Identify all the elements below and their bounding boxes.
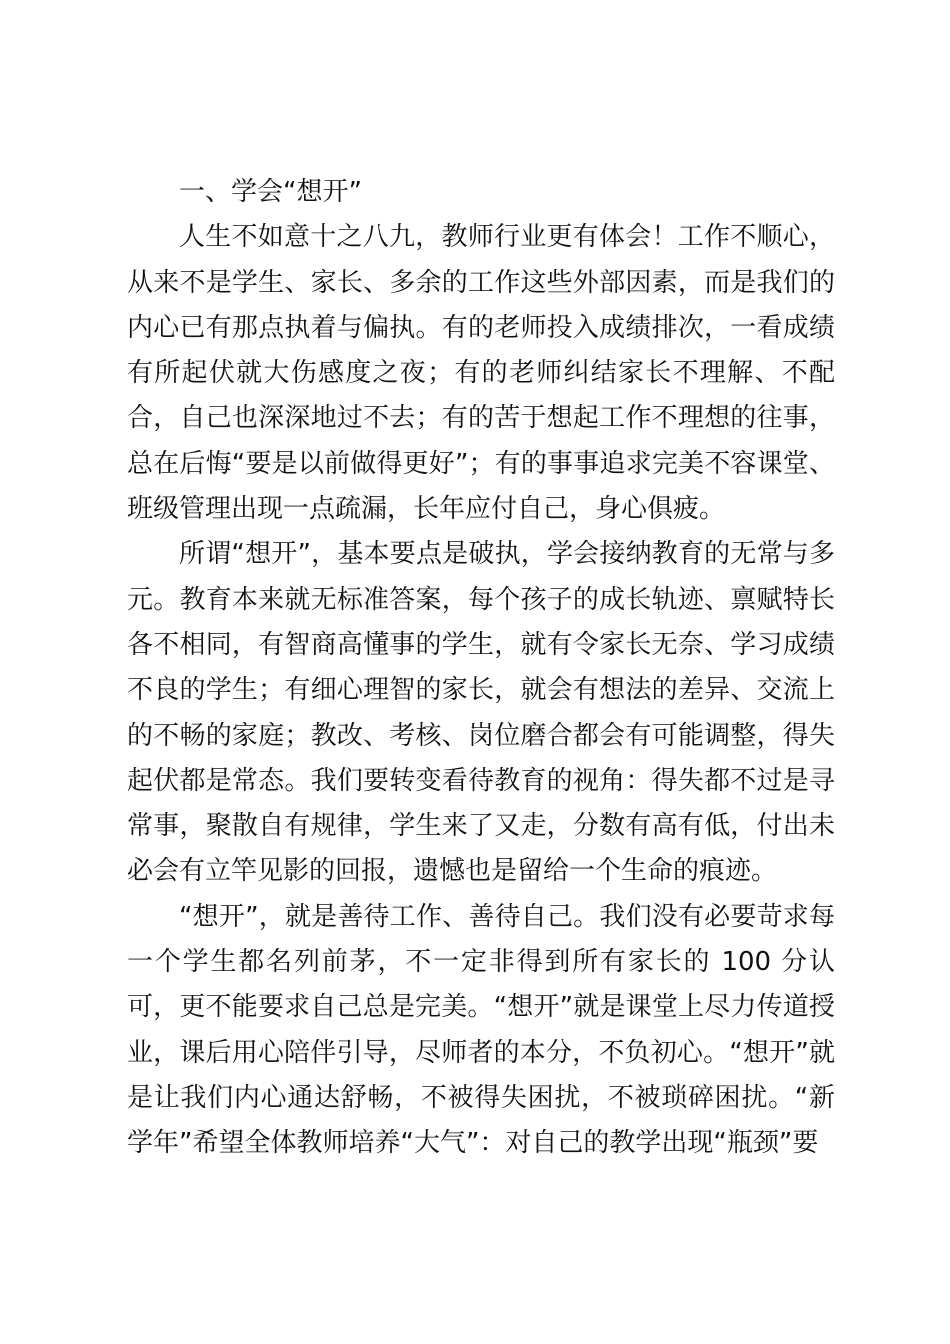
section-heading: 一、学会“想开” (179, 177, 362, 207)
paragraph-3: “想开”，就是善待工作、善待自己。我们没有必要苛求每一个学生都名列前茅，不一定非得到所有家长的 100 分认可，更不能要求自己总是完美。“想开”就是课堂上尽力传道授业，课后用心陪伴引导，尽师者的本分，不负初心。“想开”就是让我们内心通达舒畅，不被得失困扰，不被琐碎困扰。“新学年”希望全体教师培养“大气”：对自己的教学出现“瓶颈”要 (127, 901, 835, 1159)
paragraph-2: 所谓“想开”，基本要点是破执，学会接纳教育的无常与多元。教育本来就无标准答案，每个孩子的成长轨迹、禀赋特长各不相同，有智商高懂事的学生，就有令家长无奈、学习成绩不良的学生；有细心理智的家长，就会有想法的差异、交流上的不畅的家庭；教改、考核、岗位磨合都会有可能调整，得失起伏都是常态。我们要转变看待教育的视角：得失都不过是寻常事，聚散自有规律，学生来了又走，分数有高有低，付出未必会有立竿见影的回报，遗憾也是留给一个生命的痕迹。 (127, 539, 835, 887)
paragraph-1: 人生不如意十之八九，教师行业更有体会！工作不顺心，从来不是学生、家长、多余的工作这些外部因素，而是我们的内心已有那点执着与偏执。有的老师投入成绩排次，一看成绩有所起伏就大伤感度之夜；有的老师纠结家长不理解、不配合，自己也深深地过不去；有的苦于想起工作不理想的往事，总在后悔“要是以前做得更好”；有的事事追求完美不容课堂、班级管理出现一点疏漏，长年应付自己，身心俱疲。 (127, 222, 835, 525)
document-body (127, 170, 835, 1167)
